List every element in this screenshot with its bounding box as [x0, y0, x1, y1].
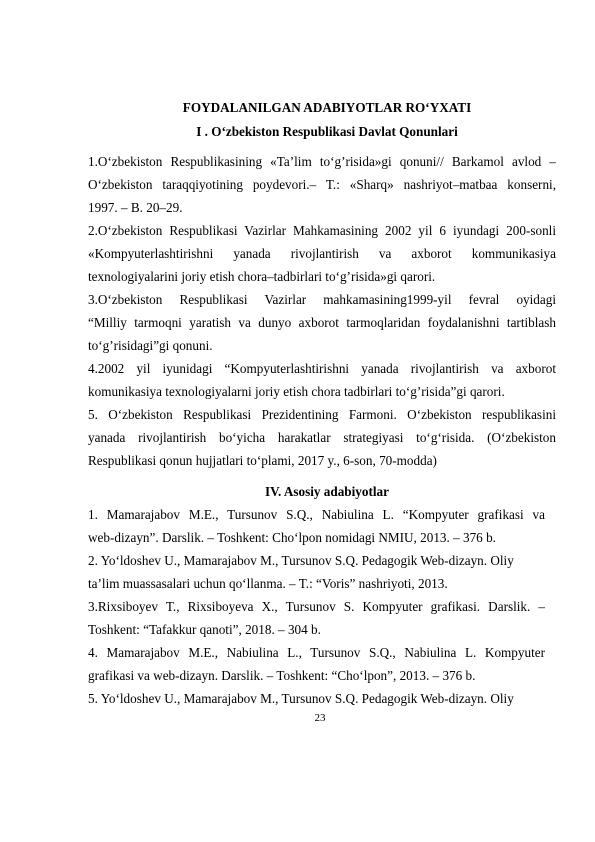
text-line: “Milliy tarmoqni yaratish va dunyo axborot tarmoqlaridan foydalanishni tartiblash: [88, 315, 556, 330]
section-title-main-literature: IV. Asosiy adabiyotlar: [265, 484, 389, 499]
text-line: 4.2002 yil iyunidagi “Kompyuterlashtirishni yanada rivojlantirish va axborot: [88, 361, 556, 376]
text-line: 5. Yo‘ldoshev U., Mamarajabov M., Tursunov S.Q. Pedagogik Web-dizayn. Oliy: [88, 691, 514, 706]
text-line: 1997. – B. 20–29.: [88, 200, 183, 215]
text-line: 1.O‘zbekiston Respublikasining «Ta’lim to‘g’risida»gi qonuni// Barkamol avlod –: [88, 154, 556, 169]
text-line: 3.Rixsiboyev T., Rixsiboyeva X., Tursunov S. Kompyuter grafikasi. Darslik. –: [88, 599, 545, 614]
text-line: 4. Mamarajabov M.E., Nabiulina L., Tursunov S.Q., Nabiulina L. Kompyuter: [88, 645, 545, 660]
text-line: «Kompyuterlashtirishni yanada rivojlantirish va axborot kommunikasiya: [88, 246, 556, 261]
references-heading: FOYDALANILGAN ADABIYOTLAR RO‘YXATI: [182, 100, 472, 115]
text-line: Respublikasi qonun hujjatlari to‘plami, 2017 y., 6-son, 70-modda): [88, 453, 437, 468]
text-line: 2. Yo‘ldoshev U., Mamarajabov M., Tursunov S.Q. Pedagogik Web-dizayn. Oliy: [88, 553, 514, 568]
text-line: komunikasiya texnologiyalarni joriy etish chora tadbirlari to‘g’risida”gi qarori.: [88, 384, 505, 399]
text-line: 1. Mamarajabov M.E., Tursunov S.Q., Nabiulina L. “Kompyuter grafikasi va: [88, 507, 545, 522]
text-line: ta’lim muassasalari uchun qo‘llanma. – T.: “Voris” nashriyoti, 2013.: [88, 576, 448, 591]
text-line: 5. O‘zbekiston Respublikasi Prezidentining Farmoni. O‘zbekiston respublikasini: [88, 407, 556, 422]
text-line: 2.O‘zbekiston Respublikasi Vazirlar Mahkamasining 2002 yil 6 iyundagi 200-sonli: [88, 223, 556, 238]
page-number: 23: [314, 712, 326, 724]
text-line: texnologiyalarini joriy etish chora–tadbirlari to‘g’risida»gi qarori.: [88, 269, 436, 284]
text-line: Toshkent: “Tafakkur qanoti”, 2018. – 304 b.: [88, 622, 321, 637]
text-line: 3.O‘zbekiston Respublikasi Vazirlar mahkamasining1999-yil fevral oyidagi: [88, 292, 556, 307]
text-line: to‘g’risidagi”gi qonuni.: [88, 338, 213, 353]
text-line: web-dizayn”. Darslik. – Toshkent: Cho‘lpon nomidagi NMIU, 2013. – 376 b.: [88, 530, 496, 545]
section-title-laws: I . O‘zbekiston Respublikasi Davlat Qonunlari: [196, 124, 458, 139]
text-line: grafikasi va web-dizayn. Darslik. – Toshkent: “Cho‘lpon”, 2013. – 376 b.: [88, 668, 476, 683]
text-line: yanada rivojlantirish bo‘yicha harakatlar strategiyasi to‘g‘risida. (O‘zbekiston: [88, 430, 556, 445]
text-line: O‘zbekiston taraqqiyotining poydevori.– T.: «Sharq» nashriyot–matbaa konserni,: [88, 177, 556, 192]
